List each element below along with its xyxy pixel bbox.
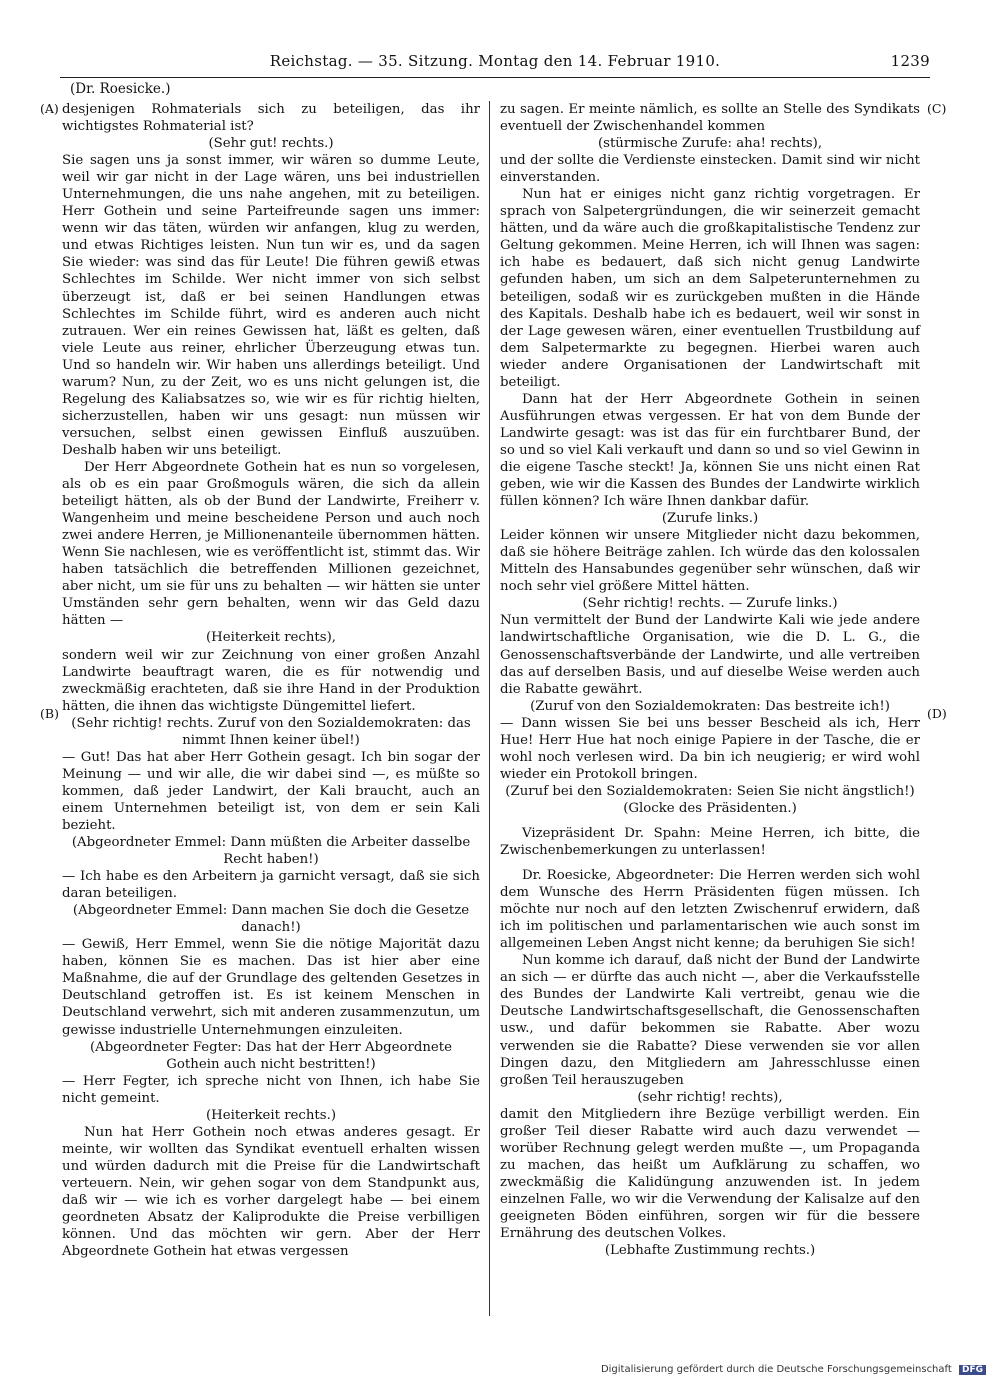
paragraph: und der sollte die Verdienste einstecken. Damit sind wir nicht einverstanden. — [500, 153, 920, 186]
interjection: (Zuruf von den Sozialdemokraten: Das bestreite ich!) — [530, 698, 890, 714]
interjection: (Heiterkeit rechts.) — [205, 1107, 337, 1123]
paragraph: zu sagen. Er meinte nämlich, es sollte an Stelle des Syndikats eventuell der Zwischenhandel kommen — [500, 102, 920, 135]
margin-marker-c: (C) — [927, 101, 947, 116]
footer-credit — [601, 1364, 986, 1375]
paragraph: Vizepräsident Dr. Spahn: Meine Herren, ich bitte, die Zwischenbemerkungen zu unterlassen! — [500, 825, 920, 859]
interjection: (Sehr richtig! rechts. — Zurufe links.) — [582, 596, 838, 612]
page-header — [60, 52, 930, 74]
interjection: (sehr richtig! rechts), — [637, 1089, 783, 1105]
paragraph: — Ich habe es den Arbeitern ja garnicht versagt, daß sie sich daran beteiligen. — [62, 869, 480, 902]
interjection: (Heiterkeit rechts), — [205, 630, 337, 646]
paragraph: — Gewiß, Herr Emmel, wenn Sie die nötige Majorität dazu haben, können Sie es machen. Das ist hier aber eine Maßnahme, die auf der Grundlage des geltenden Gesetzes in Deutschland getroffen ist. Es ist keinem Menschen in Deutschland verwehrt, sich mit anderen zusammenzutun, um gewisse industrielle Unternehmungen einzuleiten. — [62, 937, 480, 1038]
column-divider — [489, 101, 490, 1316]
interjection: (stürmische Zurufe: aha! rechts), — [597, 136, 823, 152]
margin-marker-a: (A) — [40, 101, 59, 116]
paragraph: Dann hat der Herr Abgeordnete Gothein in seinen Ausführungen etwas vergessen. Er hat von dem Bunde der Landwirte gesagt: was ist das für ein furchtbarer Bund, der so und so viel Kali verkauft und dann so und so viel Gewinn in die eigene Tasche steckt! Ja, können Sie uns nicht einen Rat geben, wie wir die Kassen des Bundes der Landwirte wirklich füllen können? Ich wäre Ihnen dankbar dafür. — [500, 391, 920, 510]
paragraph: Dr. Roesicke, Abgeordneter: Die Herren werden sich wohl dem Wunsche des Herrn Präsidenten fügen müssen. Ich möchte nur noch auf den letzten Zwischenruf erwidern, daß ich im politischen und parlamentarischen wie auch sonst im allgemeinen Leben Angst nicht kenne; da beruhigen Sie sich! — [500, 868, 920, 952]
speaker-continuation: (Dr. Roesicke.) — [70, 81, 171, 97]
paragraph: Der Herr Abgeordnete Gothein hat es nun so vorgelesen, als ob es ein paar Großmoguls wären, die sich da allein beteiligt hätten, als ob der Bund der Landwirte, Freiherr v. Wangenheim und meine bescheidene Person und auch noch zwei andere Herren, je Millionenanteile übernommen hätten. Wenn Sie nachlesen, wie es veröffentlicht ist, stimmt das. Wir haben tatsächlich die betreffenden Millionen gezeichnet, aber nicht, um sie für uns zu behalten — wir hätten sie unter Umständen sehr gern behalten, wenn wir das Geld dazu hätten — — [62, 459, 480, 629]
paragraph: sondern weil wir zur Zeichnung von einer großen Anzahl Landwirte beauftragt waren, die es für notwendig und zweckmäßig erachteten, daß sie ihre Hand in der Produktion hätten, die ihnen das wichtigste Düngemittel liefert. — [62, 647, 480, 714]
paragraph: — Herr Fegter, ich spreche nicht von Ihnen, ich habe Sie nicht gemeint. — [62, 1073, 480, 1106]
paragraph: — Dann wissen Sie bei uns besser Bescheid als ich, Herr Hue! Herr Hue hat noch einige Papiere in der Tasche, die er wohl noch verlesen wird. Da bin ich neugierig; er wird wohl wieder ein Protokoll bringen. — [500, 715, 920, 782]
interjection: (Sehr richtig! rechts. Zuruf von den Sozialdemokraten: das nimmt Ihnen keiner übel!) — [71, 715, 471, 748]
margin-marker-b: (B) — [40, 706, 59, 721]
margin-marker-d: (D) — [927, 706, 947, 721]
interjection: (Abgeordneter Fegter: Das hat der Herr Abgeordnete Gothein auch nicht bestritten!) — [89, 1039, 453, 1072]
paragraph: Leider können wir unsere Mitglieder nicht dazu bekommen, daß sie höhere Beiträge zahlen. Ich würde das den kolossalen Mitteln des Hansabundes gegenüber sehr wünschen, daß wir noch sehr viel größere Mittel hätten. — [500, 528, 920, 595]
paragraph: Nun vermittelt der Bund der Landwirte Kali wie jede andere landwirtschaftliche Organisation, wie die D. L. G., die Genossenschaftsverbände der Landwirte, und alle vertreiben das auf derselben Basis, und auf dieselbe Weise werden auch die Rabatte gewährt. — [500, 613, 920, 697]
paragraph: desjenigen Rohmaterials sich zu beteiligen, das ihr wichtigstes Rohmaterial ist? — [62, 102, 480, 135]
left-column — [62, 101, 480, 1260]
interjection: (Zuruf bei den Sozialdemokraten: Seien Sie nicht ängstlich!) — [505, 783, 915, 799]
interjection: (Sehr gut! rechts.) — [208, 136, 334, 152]
footer-text: Digitalisierung gefördert durch die Deutsche Forschungsgemeinschaft — [600, 1364, 952, 1375]
interjection: (Abgeordneter Emmel: Dann müßten die Arbeiter dasselbe Recht haben!) — [71, 835, 471, 868]
right-column — [500, 101, 920, 1259]
paragraph: Nun hat Herr Gothein noch etwas anderes gesagt. Er meinte, wir wollten das Syndikat eventuell erhalten wissen und würden dadurch mit die Preise für die Landwirtschaft verteuern. Nein, wir gehen sogar von dem Standpunkt aus, daß wir — wie ich es vorher dargelegt habe — bei einem geordneten Absatz der Kaliprodukte die Preise verbilligen können. Und das möchten wir gern. Aber der Herr Abgeordnete Gothein hat etwas vergessen — [62, 1124, 480, 1260]
paragraph: damit den Mitgliedern ihre Bezüge verbilligt werden. Ein großer Teil dieser Rabatte wird auch dazu verwendet — worüber Rechnung gelegt werden mußte —, um Propaganda zu machen, das heißt um Aufklärung zu schaffen, wo zweckmäßig die Kalidüngung anzuwenden ist. In jedem einzelnen Falle, wo wir die Verwendung der Kalisalze auf den geeigneten Böden einführen, sorgen wir für die bessere Ernährung des deutschen Volkes. — [500, 1106, 920, 1242]
paragraph: Nun komme ich darauf, daß nicht der Bund der Landwirte an sich — er dürfte das auch nicht —, aber die Verkaufsstelle des Bundes der Landwirte Kali vertreibt, genau wie die Deutsche Landwirtschaftsgesellschaft, die Genossenschaften usw., und dafür bekommen sie Rabatte. Aber wozu verwenden sie die Rabatte? Diese verwenden sie vor allen Dingen dazu, den Mitgliedern am Jahresschlusse einen großen Teil herauszugeben — [500, 953, 920, 1088]
page-number: 1239 — [890, 52, 930, 70]
interjection: (Lebhafte Zustimmung rechts.) — [604, 1243, 816, 1259]
header-title: Reichstag. — 35. Sitzung. Montag den 14. Februar 1910. — [269, 52, 721, 70]
interjection: (Zurufe links.) — [661, 511, 759, 527]
paragraph: — Gut! Das hat aber Herr Gothein gesagt. Ich bin sogar der Meinung — und wir alle, die wir dabei sind —, es müßte so kommen, daß jeder Landwirt, der Kali braucht, auch an einem Unternehmen beteiligt ist, von dem er sein Kali bezieht. — [62, 749, 480, 833]
paragraph: Nun hat er einiges nicht ganz richtig vorgetragen. Er sprach von Salpetergründungen, die wir seinerzeit gemacht hätten, und da wäre auch die großkapitalistische Tendenz zur Geltung gekommen. Meine Herren, ich will Ihnen was sagen: ich habe es bedauert, daß sich nicht genug Landwirte gefunden haben, um sich an dem Salpeterunternehmen zu beteiligen, sodaß wir es zurückgeben mußten in die Hände des Kapitals. Deshalb habe ich es bedauert, weil wir sonst in der Lage gewesen wären, einer eventuellen Trustbildung auf dem Salpetermarkte zu begegnen. Hierbei waren auch wieder andere Organisationen der Landwirtschaft mit beteiligt. — [500, 187, 920, 390]
dfg-logo: DFG — [959, 1365, 986, 1375]
interjection: (Abgeordneter Emmel: Dann machen Sie doch die Gesetze danach!) — [72, 903, 470, 936]
header-rule — [60, 77, 930, 78]
paragraph: Sie sagen uns ja sonst immer, wir wären so dumme Leute, weil wir gar nicht in der Lage wären, uns bei industriellen Unternehmungen, die uns nahe angehen, mit zu beteiligen. Herr Gothein und seine Parteifreunde sagen uns immer: wenn wir das täten, würden wir anfangen, klug zu werden, und etwas Richtiges leisten. Nun tun wir es, und da sagen Sie wieder: was sind das für Leute! Die führen gewiß etwas Schlechtes im Schilde. Wer nicht immer von sich selbst überzeugt ist, daß er bei seinen Handlungen etwas Schlechtes im Schilde führt, wird es anderen auch nicht zutrauen. Wer ein reines Gewissen hat, läßt es gelten, daß viele Leute aus reiner, ehrlicher Überzeugung etwas tun. Und so handeln wir. Wir haben uns allerdings beteiligt. Und warum? Nun, zu der Zeit, wo es uns nicht gelungen ist, die Regelung des Kaliabsatzes so, wie wir es für richtig hielten, sicherzustellen, haben wir uns gesagt: nun müssen wir versuchen, selbst einen gewissen Einfluß auszuüben. Deshalb haben wir uns beteiligt. — [62, 153, 480, 458]
interjection: (Glocke des Präsidenten.) — [623, 800, 797, 816]
